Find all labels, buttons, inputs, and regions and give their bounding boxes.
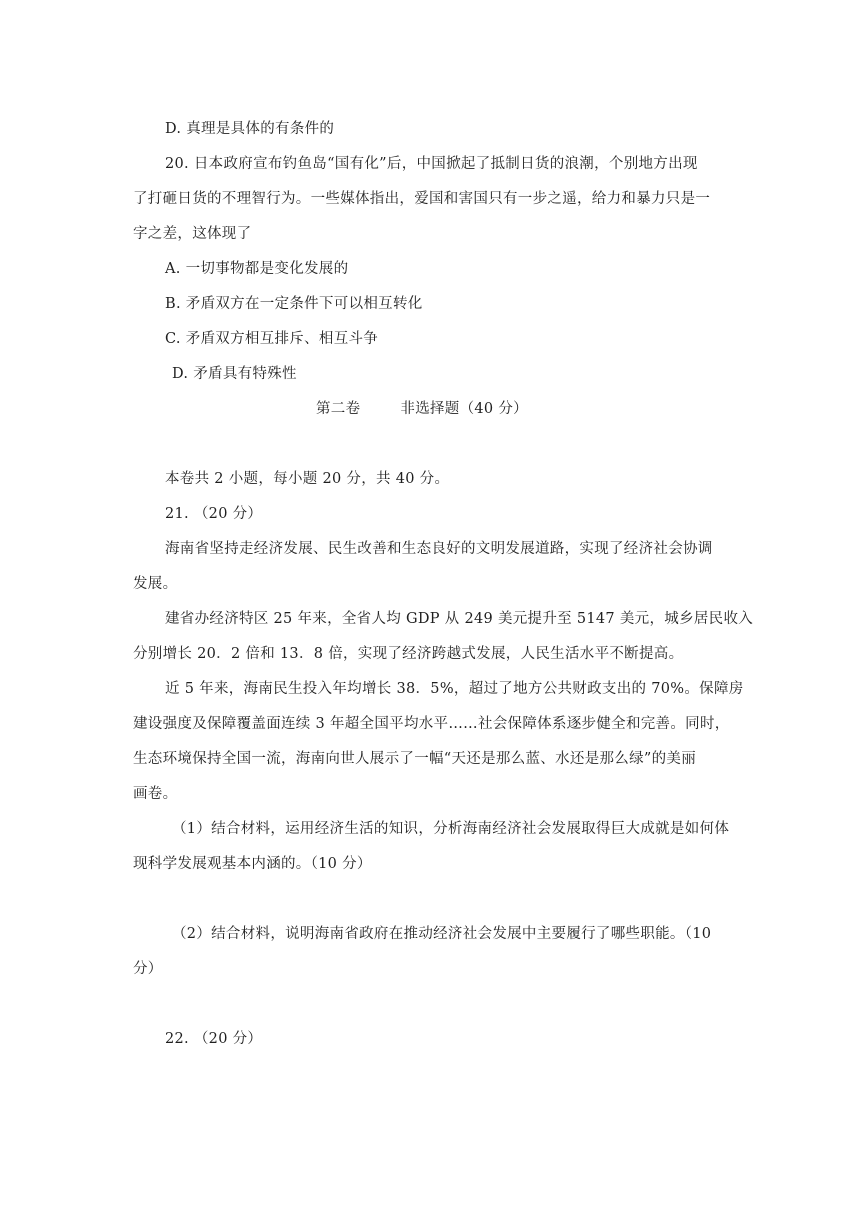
q21-sub1-line-1: （1）结合材料，运用经济生活的知识，分析海南经济社会发展取得巨大成就是如何体 [172,821,730,837]
q20-option-c: C. 矛盾双方相互排斥、相互斗争 [165,331,379,347]
q21-para1-line-2: 发展。 [133,576,178,592]
q20-option-b: B. 矛盾双方在一定条件下可以相互转化 [165,296,423,312]
q20-stem-line-1: 20. 日本政府宣布钓鱼岛“国有化”后，中国掀起了抵制日货的浪潮，个别地方出现 [165,156,698,172]
section-intro: 本卷共 2 小题，每小题 20 分，共 40 分。 [165,471,450,487]
q20-option-a: A. 一切事物都是变化发展的 [165,261,349,277]
q21-para3-line-1: 近 5 年来，海南民生投入年均增长 38．5%，超过了地方公共财政支出的 70%。保障房 [165,681,744,697]
q21-sub2-line-1: （2）结合材料，说明海南省政府在推动经济社会发展中主要履行了哪些职能。（10 [172,926,712,942]
q20-stem-line-3: 字之差，这体现了 [133,226,252,242]
q21-para3-line-4: 画卷。 [133,786,178,802]
section-title-part: 第二卷 [316,401,361,417]
q21-sub2-line-2: 分） [133,961,163,977]
section-title [316,402,528,417]
q21-header: 21. （20 分） [165,506,263,522]
q21-para3-line-2: 建设强度及保障覆盖面连续 3 年超全国平均水平……社会保障体系逐步健全和完善。同时， [133,716,730,732]
q20-option-d: D. 矛盾具有特殊性 [172,366,297,382]
q21-para1-line-1: 海南省坚持走经济发展、民生改善和生态良好的文明发展道路，实现了经济社会协调 [165,541,713,557]
q21-para2-line-2: 分别增长 20．2 倍和 13．8 倍，实现了经济跨越式发展，人民生活水平不断提高。 [133,646,684,662]
q21-sub1-line-2: 现科学发展观基本内涵的。（10 分） [133,856,372,872]
q21-para3-line-3: 生态环境保持全国一流，海南向世人展示了一幅“天还是那么蓝、水还是那么绿”的美丽 [133,751,697,767]
q20-stem-line-2: 了打砸日货的不理智行为。一些媒体指出，爱国和害国只有一步之遥，给力和暴力只是一 [133,191,711,207]
q19-option-d: D. 真理是具体的有条件的 [165,121,335,137]
q22-header: 22. （20 分） [165,1031,263,1047]
section-title-subtitle: 非选择题（40 分） [400,401,528,417]
q21-para2-line-1: 建省办经济特区 25 年来，全省人均 GDP 从 249 美元提升至 5147 美元，城乡居民收入 [165,611,754,627]
